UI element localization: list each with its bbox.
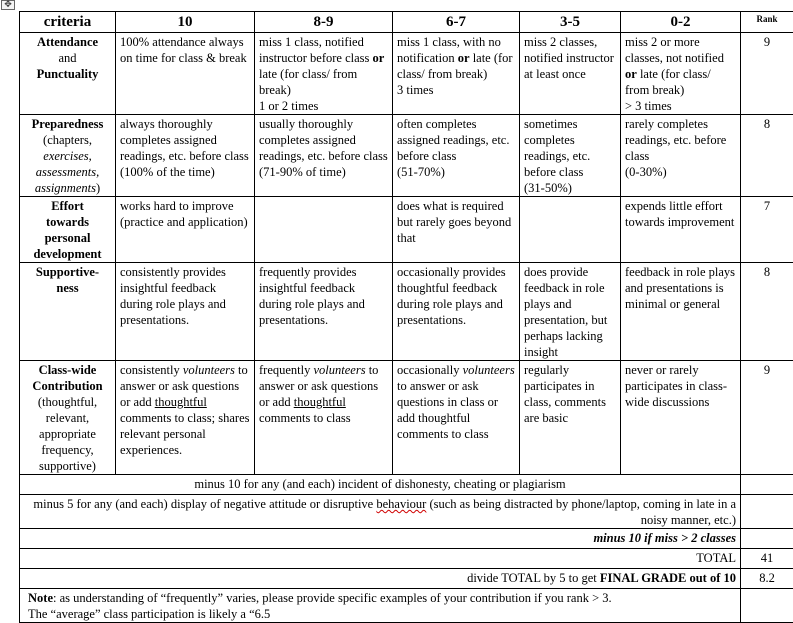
cell-8-9: frequently provides insightful feedback during role plays and presentations. [255, 263, 393, 361]
header-rank: Rank [741, 12, 793, 33]
cell-text: 3 times [397, 82, 515, 98]
total-row [20, 549, 793, 569]
cell-text: miss 2 or more classes, not notified [625, 35, 724, 65]
cell-text: consistently [120, 363, 183, 377]
criterion-name-line: assessments, [24, 164, 111, 180]
penalty-attitude-row [20, 495, 793, 529]
penalty-text: (such as being distracted by phone/laptop, coming in late in a noisy manner, etc.) [426, 497, 736, 527]
or-emphasis: or [373, 51, 385, 65]
cell-text-underline: thoughtful [294, 395, 346, 409]
criterion-name-line: (chapters, [24, 132, 111, 148]
cell-text: late (for class/ from break) [625, 67, 711, 97]
cell-text-italic: volunteers [314, 363, 366, 377]
cell-text: to answer or ask questions or add [259, 363, 378, 409]
rank-empty[interactable] [741, 475, 793, 495]
cell-10: consistently provides insightful feedback during role plays and presentations. [116, 263, 255, 361]
penalty-dishonesty-row [20, 475, 793, 495]
penalty-dishonesty-text: minus 10 for any (and each) incident of dishonesty, cheating or plagiarism [20, 475, 741, 495]
note-label: Note [28, 591, 53, 605]
header-criteria: criteria [20, 12, 116, 33]
cell-10 [116, 115, 255, 197]
criterion-name-line: Effort [24, 198, 111, 214]
note-row [20, 589, 793, 623]
final-grade-label [20, 569, 741, 589]
cell-text: late (for class/ from break) [259, 67, 357, 97]
cell-6-7: does what is required but rarely goes beyond that [393, 197, 520, 263]
header-10: 10 [116, 12, 255, 33]
criterion-name-part: assignments [35, 181, 96, 195]
criterion-name-line: development [24, 246, 111, 262]
cell-8-9 [255, 361, 393, 475]
rank-value[interactable]: 8 [741, 263, 793, 361]
criterion-supportiveness [20, 263, 116, 361]
cell-text: comments to class [259, 411, 351, 425]
header-row [20, 12, 793, 33]
cell-3-5: does provide feedback in role plays and presentation, but perhaps lacking insight [520, 263, 621, 361]
penalty-attitude-text [20, 495, 741, 529]
cell-3-5 [520, 115, 621, 197]
header-3-5: 3-5 [520, 12, 621, 33]
rank-value[interactable]: 9 [741, 361, 793, 475]
rubric-row-contribution [20, 361, 793, 475]
criterion-name-part: ) [96, 181, 100, 195]
final-grade-row [20, 569, 793, 589]
rank-value[interactable]: 9 [741, 33, 793, 115]
cell-text: to answer or ask questions in class or add thoughtful comments to class [397, 379, 498, 441]
criterion-name-line: towards [24, 214, 111, 230]
criterion-name-line: Class-wide [24, 362, 111, 378]
cell-8-9 [255, 115, 393, 197]
cell-text: late (for class/ from break) [397, 51, 513, 81]
cell-text: often completes assigned readings, etc. before class [397, 116, 515, 164]
note-line: : as understanding of “frequently” varies, please provide specific examples of your contribution if you rank > 3. [53, 591, 612, 605]
penalty-missed-row [20, 529, 793, 549]
rank-empty[interactable] [741, 529, 793, 549]
cell-text-italic: volunteers [183, 363, 235, 377]
cell-6-7 [393, 115, 520, 197]
criterion-name-line: Attendance [24, 34, 111, 50]
cell-text: occasionally [397, 363, 463, 377]
participation-rubric-table [19, 11, 793, 623]
criterion-name-line: ness [24, 280, 111, 296]
cell-6-7 [393, 33, 520, 115]
cell-text: always thoroughly completes assigned readings, etc. before class [120, 116, 250, 164]
final-grade-text: divide TOTAL by 5 to get [467, 571, 600, 585]
rank-value[interactable]: 8 [741, 115, 793, 197]
rank-empty[interactable] [741, 495, 793, 529]
cell-3-5: miss 2 classes, notified instructor at least once [520, 33, 621, 115]
penalty-missed-text: minus 10 if miss > 2 classes [20, 529, 741, 549]
cell-0-2: expends little effort towards improvement [621, 197, 741, 263]
cell-text: > 3 times [625, 98, 736, 114]
spellcheck-word: behaviour [376, 497, 426, 511]
cell-text: sometimes completes readings, etc. before class [524, 116, 616, 180]
cell-text: (31-50%) [524, 180, 616, 196]
cell-text: (71-90% of time) [259, 164, 388, 180]
cell-text: rarely completes readings, etc. before class [625, 116, 736, 164]
criterion-preparedness [20, 115, 116, 197]
cell-text: miss 1 class, with no notification [397, 35, 501, 65]
criterion-contribution [20, 361, 116, 475]
cell-0-2: feedback in role plays and presentations is minimal or general [621, 263, 741, 361]
rank-empty[interactable] [741, 589, 793, 623]
criterion-name-line: Punctuality [24, 66, 111, 82]
table-move-handle-icon[interactable]: ✥ [1, 0, 15, 10]
cell-text-underline: thoughtful [155, 395, 207, 409]
cell-0-2: never or rarely participates in class-wide discussions [621, 361, 741, 475]
cell-text: miss 1 class, notified instructor before class [259, 35, 373, 65]
cell-text: comments to class; shares relevant personal experiences. [120, 411, 250, 457]
cell-0-2 [621, 33, 741, 115]
criterion-effort [20, 197, 116, 263]
header-6-7: 6-7 [393, 12, 520, 33]
rubric-row-supportiveness [20, 263, 793, 361]
header-8-9: 8-9 [255, 12, 393, 33]
cell-text: (0-30%) [625, 164, 736, 180]
cell-6-7: occasionally provides thoughtful feedback during role plays and presentations. [393, 263, 520, 361]
criterion-name-line: Supportive- [24, 264, 111, 280]
cell-3-5 [520, 197, 621, 263]
note-text [20, 589, 741, 623]
criterion-name-line: personal [24, 230, 111, 246]
criterion-name-line [24, 180, 111, 196]
rubric-row-effort [20, 197, 793, 263]
criterion-name-line: Contribution [24, 378, 111, 394]
final-grade-emphasis: FINAL GRADE out of 10 [600, 571, 736, 585]
penalty-text: minus 5 for any (and each) display of negative attitude or disruptive [33, 497, 376, 511]
rubric-row-preparedness [20, 115, 793, 197]
cell-text-italic: volunteers [463, 363, 515, 377]
criterion-attendance [20, 33, 116, 115]
cell-text: 1 or 2 times [259, 98, 388, 114]
cell-text: to answer or ask questions or add [120, 363, 248, 409]
criterion-name-line: Preparedness [24, 116, 111, 132]
criterion-name-line: and [24, 50, 111, 66]
cell-10 [116, 361, 255, 475]
cell-6-7 [393, 361, 520, 475]
cell-text: frequently [259, 363, 314, 377]
criterion-name-line: (thoughtful, relevant, appropriate frequency, supportive) [24, 394, 111, 474]
cell-text: (100% of the time) [120, 164, 250, 180]
rank-value[interactable]: 7 [741, 197, 793, 263]
cell-8-9 [255, 197, 393, 263]
rubric-row-attendance [20, 33, 793, 115]
final-grade-value[interactable]: 8.2 [741, 569, 793, 589]
cell-text: usually thoroughly completes assigned readings, etc. before class [259, 116, 388, 164]
criterion-name-line: exercises, [24, 148, 111, 164]
note-line: The “average” class participation is likely a “6.5 [28, 606, 736, 622]
header-0-2: 0-2 [621, 12, 741, 33]
cell-0-2 [621, 115, 741, 197]
cell-10: works hard to improve (practice and application) [116, 197, 255, 263]
cell-8-9 [255, 33, 393, 115]
total-value[interactable]: 41 [741, 549, 793, 569]
or-emphasis: or [625, 67, 637, 81]
cell-text: (51-70%) [397, 164, 515, 180]
cell-3-5: regularly participates in class, comments are basic [520, 361, 621, 475]
or-emphasis: or [458, 51, 470, 65]
cell-10: 100% attendance always on time for class & break [116, 33, 255, 115]
total-label: TOTAL [20, 549, 741, 569]
